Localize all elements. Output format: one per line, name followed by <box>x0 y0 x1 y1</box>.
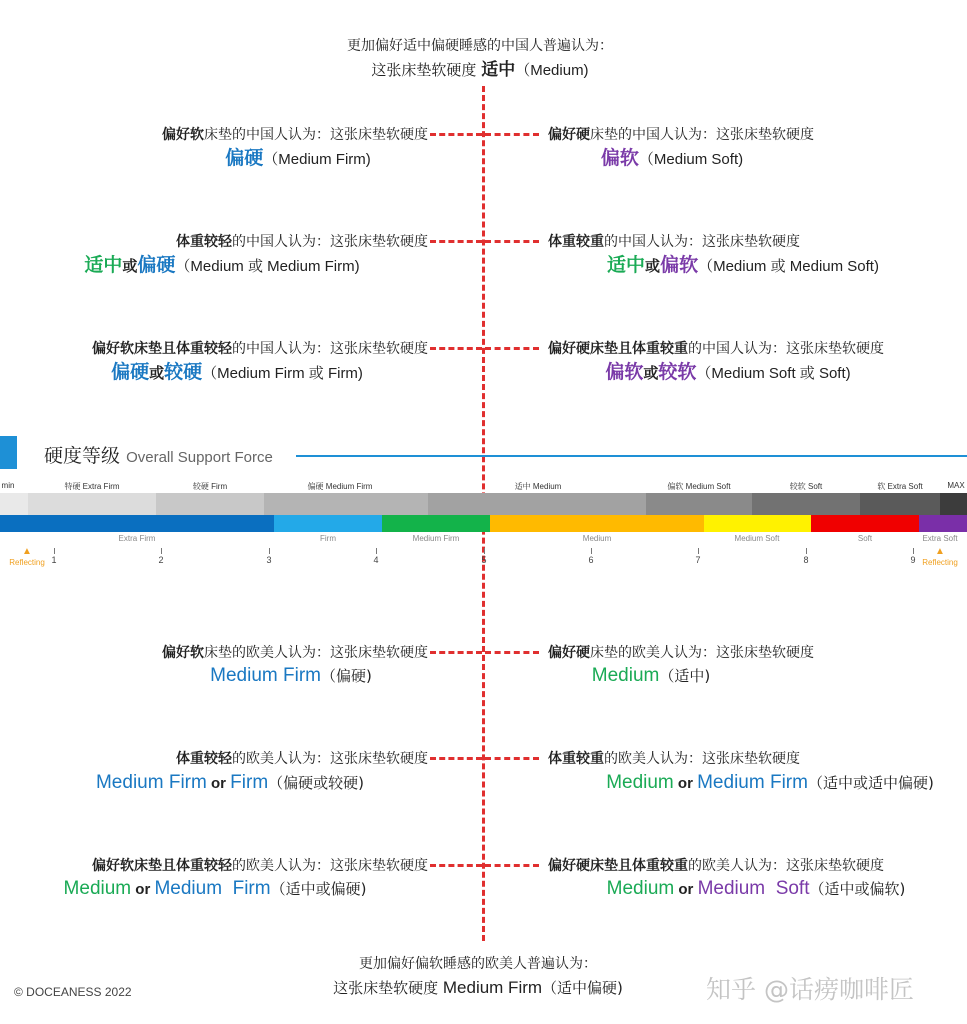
west-r1-left-value: Medium Firm（偏硬) <box>210 665 372 686</box>
connector <box>430 864 482 867</box>
grey-label: 适中 Medium <box>514 482 562 491</box>
connector <box>430 240 482 243</box>
cn-r2-right-label: 体重较重的中国人认为：这张床垫软硬度 <box>548 234 800 250</box>
grey-segment <box>156 493 264 515</box>
grey-segment <box>28 493 156 515</box>
cn-r1-right-label: 偏好硬床垫的中国人认为：这张床垫软硬度 <box>548 127 814 143</box>
grey-segment <box>0 493 28 515</box>
cn-r2-left-label: 体重较轻的中国人认为：这张床垫软硬度 <box>176 234 428 250</box>
color-label: Medium <box>582 534 612 543</box>
tick <box>484 548 485 554</box>
tick-number: 2 <box>158 555 164 565</box>
bottom-line-1: 更加偏好偏软睡感的欧美人普遍认为： <box>359 956 597 972</box>
connector <box>430 651 482 654</box>
grey-segment <box>264 493 428 515</box>
grey-label: 特硬 Extra Firm <box>64 482 120 491</box>
west-r3-right-label: 偏好硬床垫且体重较重的欧美人认为：这张床垫软硬度 <box>548 858 884 874</box>
connector <box>485 240 539 243</box>
left-pointer-label: Reflecting <box>9 558 45 567</box>
west-r1-left-label: 偏好软床垫的欧美人认为：这张床垫软硬度 <box>162 645 428 661</box>
top-line-1: 更加偏好适中偏硬睡感的中国人普遍认为： <box>347 38 613 54</box>
color-segment-medium-firm <box>382 515 490 532</box>
grey-label: 较硬 Firm <box>192 482 228 491</box>
color-label: Soft <box>857 534 873 543</box>
connector <box>430 347 482 350</box>
west-r3-left-value: Medium or Medium Firm（适中或偏硬) <box>63 878 367 899</box>
connector <box>430 133 482 136</box>
cn-r3-left-value: 偏硬或较硬（Medium Firm 或 Firm) <box>111 361 363 383</box>
connector <box>485 864 539 867</box>
tick-number: 9 <box>910 555 916 565</box>
top-bold: 适中 <box>481 60 516 80</box>
tick-number: 5 <box>481 555 487 565</box>
tick <box>591 548 592 554</box>
west-r2-left-label: 体重较轻的欧美人认为：这张床垫软硬度 <box>176 751 428 767</box>
top-rest: （Medium) <box>515 62 589 79</box>
grey-label: 软 Extra Soft <box>877 482 923 491</box>
bottom-rest: （适中偏硬) <box>542 979 623 997</box>
grey-segment <box>428 493 646 515</box>
cn-r1-right-value: 偏软（Medium Soft) <box>600 147 744 169</box>
tick <box>269 548 270 554</box>
bottom-prefix: 这张床垫软硬度 <box>333 979 443 997</box>
color-label: Extra Firm <box>118 534 156 543</box>
grey-segment <box>860 493 940 515</box>
tick-number: 1 <box>51 555 57 565</box>
grey-label: 偏软 Medium Soft <box>667 482 731 491</box>
color-label: Extra Soft <box>922 534 958 543</box>
cn-r2-right-value: 适中或偏软（Medium 或 Medium Soft) <box>607 254 879 276</box>
tick <box>806 548 807 554</box>
west-r3-left-label: 偏好软床垫且体重较轻的欧美人认为：这张床垫软硬度 <box>92 858 428 874</box>
west-r1-right-label: 偏好硬床垫的欧美人认为：这张床垫软硬度 <box>548 645 814 661</box>
grey-label: MAX <box>947 481 965 490</box>
bottom-line-2 <box>333 978 623 998</box>
grey-segment <box>752 493 860 515</box>
west-r1-right-value: Medium（适中) <box>591 665 711 686</box>
top-line-2 <box>371 60 588 81</box>
connector <box>485 133 539 136</box>
right-pointer-icon: ▲ <box>935 546 945 557</box>
scale-title: 硬度等级 Overall Support Force <box>44 445 273 467</box>
color-segment-firm <box>274 515 382 532</box>
tick-number: 7 <box>695 555 701 565</box>
tick-number: 6 <box>588 555 594 565</box>
watermark: 知乎 @话痨咖啡匠 <box>706 975 914 1004</box>
connector <box>485 757 539 760</box>
tick-number: 8 <box>803 555 809 565</box>
tick <box>161 548 162 554</box>
right-pointer-label: Reflecting <box>922 558 958 567</box>
connector <box>430 757 482 760</box>
grey-segment <box>940 493 967 515</box>
color-segment-soft <box>811 515 919 532</box>
connector <box>485 347 539 350</box>
tick <box>54 548 55 554</box>
tick-number: 4 <box>373 555 379 565</box>
cn-r1-left-value: 偏硬（Medium Firm) <box>225 147 371 169</box>
cn-r2-left-value: 适中或偏硬（Medium 或 Medium Firm) <box>84 254 360 276</box>
color-label: Firm <box>320 534 336 543</box>
color-label: Medium Soft <box>734 534 780 543</box>
west-r2-right-value: Medium or Medium Firm（适中或适中偏硬) <box>606 772 934 793</box>
west-r2-right-label: 体重较重的欧美人认为：这张床垫软硬度 <box>548 751 800 767</box>
color-segment-extra-firm <box>0 515 274 532</box>
grey-label: 偏硬 Medium Firm <box>307 482 373 491</box>
grey-label: min <box>1 481 15 490</box>
west-r3-right-value: Medium or Medium Soft（适中或偏软) <box>606 878 906 899</box>
color-segment-medium-soft <box>704 515 811 532</box>
scale-subtitle: Overall Support Force <box>126 449 273 466</box>
west-r2-left-value: Medium Firm or Firm（偏硬或较硬) <box>95 772 365 793</box>
connector <box>485 651 539 654</box>
scale-rule <box>296 455 967 457</box>
grey-segment <box>646 493 752 515</box>
cn-r1-left-label: 偏好软床垫的中国人认为：这张床垫软硬度 <box>162 127 428 143</box>
color-segment-extra-soft <box>919 515 967 532</box>
grey-label: 较软 Soft <box>789 482 823 491</box>
bottom-bold: Medium Firm <box>442 978 543 997</box>
cn-r3-left-label: 偏好软床垫且体重较轻的中国人认为：这张床垫软硬度 <box>92 341 428 357</box>
tick <box>913 548 914 554</box>
left-pointer-icon: ▲ <box>22 546 32 557</box>
color-label: Medium Firm <box>412 534 460 543</box>
color-segment-medium <box>490 515 704 532</box>
copyright: © DOCEANESS 2022 <box>14 985 132 999</box>
tick <box>698 548 699 554</box>
cn-r3-right-value: 偏软或较软（Medium Soft 或 Soft) <box>605 361 851 383</box>
tick <box>376 548 377 554</box>
tick-number: 3 <box>266 555 272 565</box>
cn-r3-right-label: 偏好硬床垫且体重较重的中国人认为：这张床垫软硬度 <box>548 341 884 357</box>
top-prefix: 这张床垫软硬度 <box>371 61 482 79</box>
section-accent <box>0 436 17 469</box>
